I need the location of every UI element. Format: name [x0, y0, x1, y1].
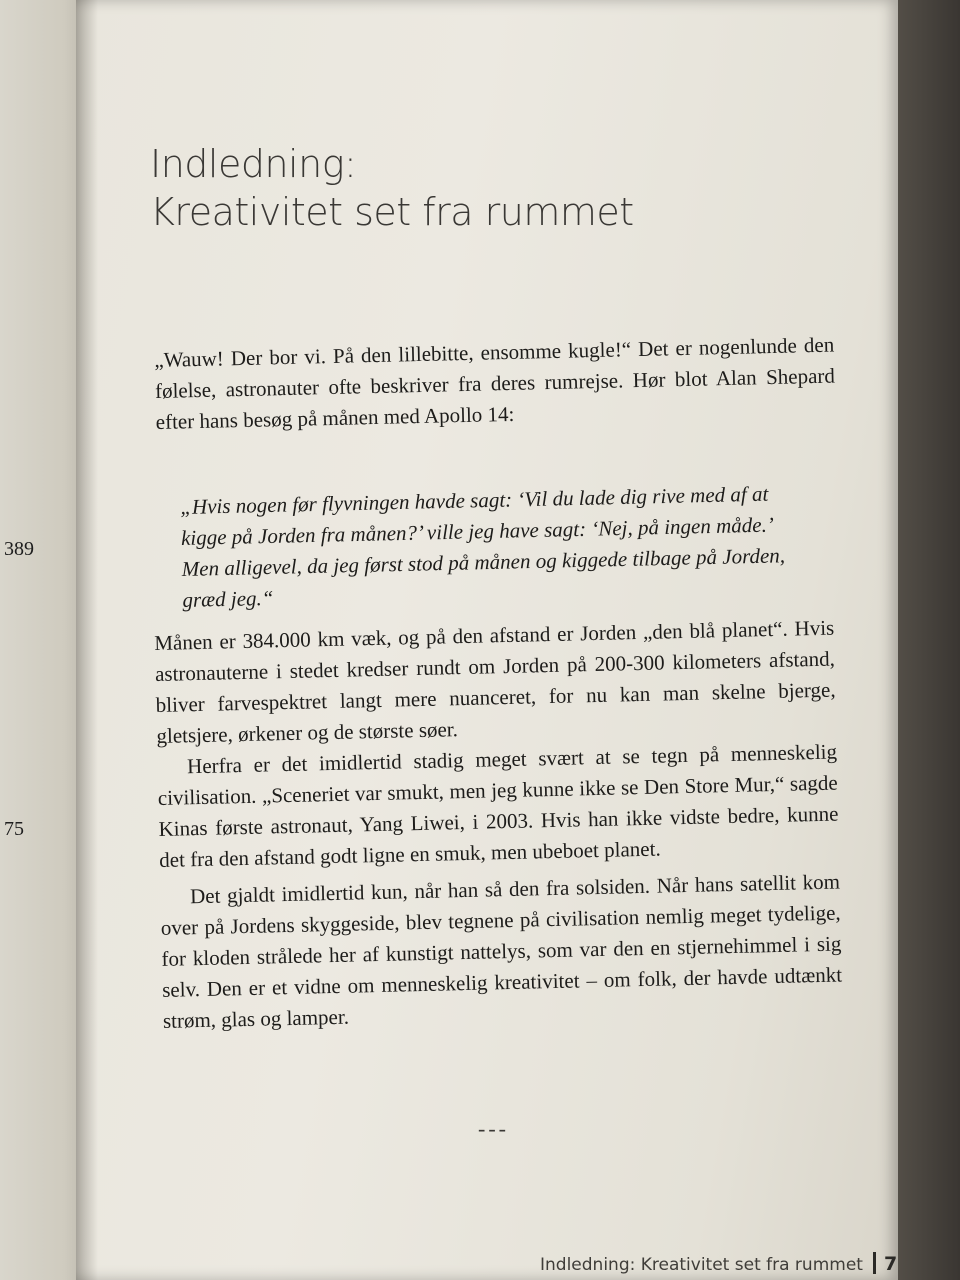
section-separator: ---: [478, 1116, 509, 1141]
quote-text: „Hvis nogen før flyvningen havde sagt: ‘Vil du lade dig rive med af at kigge på Jorden fra månen?’ ville jeg have sagt: ‘Nej, på ingen måde.’ Men alligevel, da jeg først stod på månen og kiggede tilbage på Jorden, græd jeg.“: [180, 481, 786, 612]
paragraph: „Wauw! Der bor vi. På den lillebitte, ensomme kugle!“ Det er nogenlunde den følelse, astronauter ofte beskriver fra deres rumrejse. Hør blot Alan Shepard efter hans besøg på månen med Apollo 14:: [154, 332, 836, 434]
facing-page-number: 75: [4, 818, 24, 840]
intro-text: [154, 330, 836, 438]
running-title: Indledning: Kreativitet set fra rummet: [540, 1255, 863, 1275]
footer-divider: [873, 1252, 876, 1274]
block-quote: [180, 478, 803, 616]
facing-page-number: 389: [4, 538, 34, 560]
page-number: 7: [883, 1253, 898, 1275]
chapter-title: [150, 140, 770, 236]
page-footer: [540, 1252, 898, 1280]
chapter-title-line: Kreativitet set fra rummet: [150, 190, 634, 234]
chapter-title-line: Indledning:: [150, 142, 357, 186]
body-text: [154, 613, 843, 1037]
paragraph: Det gjaldt imidlertid kun, når han så den fra solsiden. Når hans satellit kom over på Jordens skyggeside, blev tegnene på civilisation nemlig meget tydelige, for kloden strålede her af kunstigt nattelys, som var den en stjernehimmel i sig selv. Den er et vidne om menneskelig kreativitet – om folk, der havde udtænkt strøm, glas og lamper.: [160, 869, 843, 1033]
page-gutter-shadow: [76, 0, 98, 1280]
paragraph: Månen er 384.000 km væk, og på den afstand er Jorden „den blå planet“. Hvis astronauterne i stedet kredser rundt om Jorden på 200-300 kilometers afstand, bliver farvespektret langt mere nuanceret, for nu kan man skelne bjerge, gletsjere, ørkener og de største søer.: [154, 615, 836, 748]
paragraph: Herfra er det imidlertid stadig meget svært at se tegn på menneskelig civilisation. „Sceneriet var smukt, men jeg kunne ikke se Den Store Mur,“ sagde Kinas første astronaut, Yang Liwei, i 2003. Hvis han ikke vidste bedre, kunne det fra den afstand godt ligne en smuk, men ubeboet planet.: [157, 739, 839, 872]
